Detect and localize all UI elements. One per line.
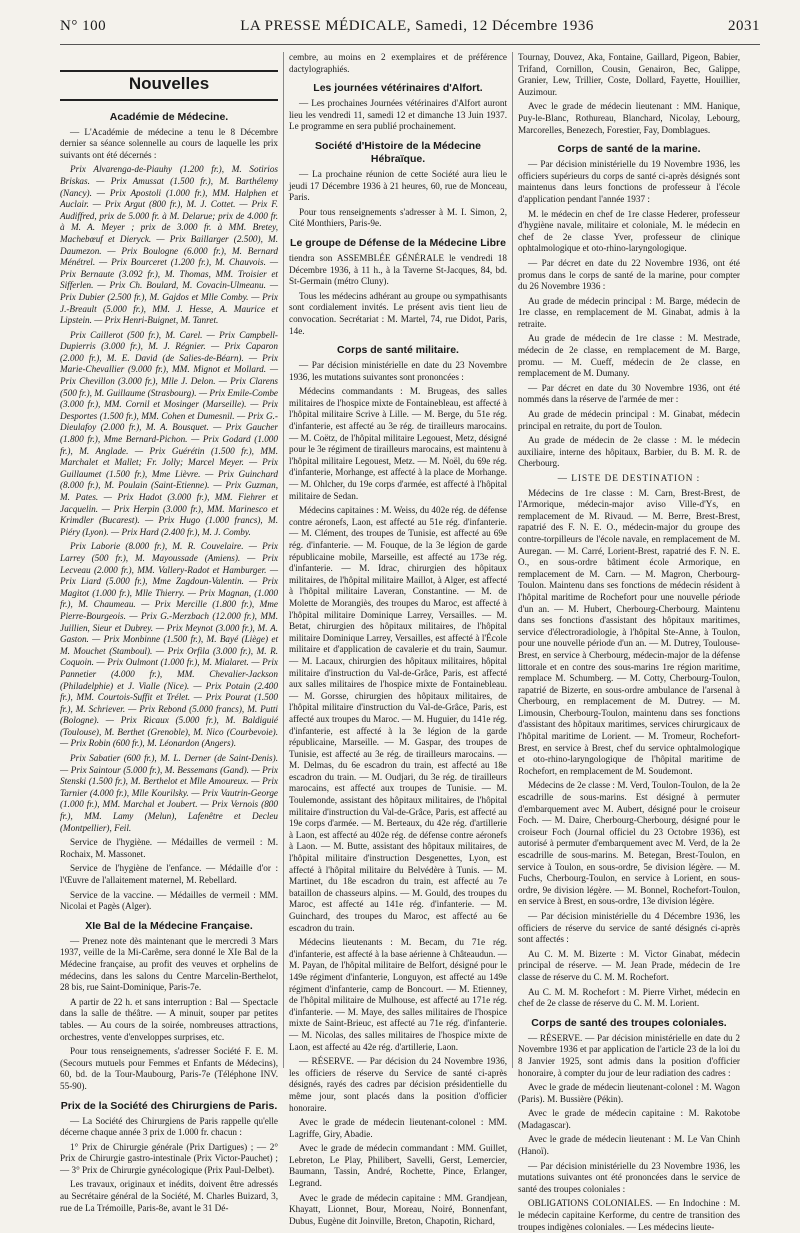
page-number: N° 100 <box>60 18 107 34</box>
article-paragraph: 1° Prix de Chirurgie générale (Prix Dartigues) ; — 2° Prix de Chirurgie gastro-intestinale (Prix Victor-Pauchet) ; — 3° Prix de Chirurgie gynécologique (Prix Paul-Delbet). <box>60 1141 278 1175</box>
article-paragraph: Service de la vaccine. — Médailles de vermeil : MM. Nicolai et Pagès (Alger). <box>60 889 278 912</box>
article-paragraph: Tous les médecins adhérant au groupe ou sympathisants sont cordialement invités. Le présent avis tient lieu de convocation. Secrétariat : M. Martel, 74, rue Didot, Paris, 14e. <box>289 290 507 336</box>
article-heading: Académie de Médecine. <box>109 110 229 123</box>
article-paragraph: A partir de 22 h. et sans interruption : Bal — Spectacle dans la salle de théâtre. — A minuit, souper par petites tables. — Au cours de la soirée, nombreuses attractions, orchestres, vente d'enveloppes surprises, etc. <box>60 996 278 1042</box>
article-paragraph: Avec le grade de médecin lieutenant-colonel : MM. Lagriffe, Giry, Abadie. <box>289 1117 507 1139</box>
article-paragraph: Médecins de 2e classe : M. Verd, Toulon-Toulon, de la 2e escadrille de sous-marins. Est désigné à permuter d'embarquement avec M. Aubert, désigné pour le croiseur Foch. — M. Daire, Cherbourg-Cherbourg, désigné pour le croiseur Foch (Journal officiel du 23 Octobre 1936), est autorisé à permuter d'embarquement avec M. Verd, de la 2e escadrille de sous-marins. M. Betegan, Brest-Toulon, en service à Toulon, en sous-ordre, 5e division légère. — M. Fuchs, Cherbourg-Toulon, en service à Lorient, en sous-ordre, 9e division légère. — M. Bonnel, Rochefort-Toulon, en service à Brest, en sous-ordre, 13e division légère. <box>518 780 740 907</box>
article-paragraph: Médecins capitaines : M. Weiss, du 402e rég. de défense contre aéronefs, Laon, est affecté au 51e rég. d'infanterie. — M. Clément, des troupes de Tunisie, est affecté au 69e rég. d'infanterie. — M. Fouque, de la 3e légion de garde républicaine mobile, Marseille, est affecté au 173e rég. d'infanterie. — M. Idrac, chirurgien des hôpitaux militaires, de l'hôpital militaire Maillot, à Alger, est affecté à l'hôpital militaire Laveran, Constantine. — M. de Molette de Morangiès, des troupes du Maroc, est affecté à l'hôpital militaire Dominique Larrey, Versailles. — M. Betat, chirurgien des hôpitaux militaires, de l'hôpital militaire Dominique Larrey, Versailles, est affecté à l'École militaire et d'application de cavalerie et du train, Saumur. — M. Lacaux, chirurgien des hôpitaux militaires, hôpital militaire d'instruction du Val-de-Grâce, Paris, est affecté aux salles militaires de l'hospice mixte de Fontainebleau. — M. Gorsse, chirurgien des hôpitaux militaires, de l'hôpital militaire d'instruction du Val-de-Grâce, Paris, est affecté aux troupes du Maroc. — M. Huguier, du 141e rég. d'infanterie, est affecté à la 3e légion de la garde républicaine, Marseille. — M. Gaspar, des troupes de Tunisie, est affecté au 3e rég. de tirailleurs marocains. — M. Delmas, du 6e escadron du train, est affecté au 18e escadron du train. — M. Oudjari, du 3e rég. de tirailleurs marocains, est affecté aux troupes de Tunisie. — M. Toulemonde, assistant des hôpitaux militaires, de l'hôpital militaire d'instruction du Val-de-Grâce, Paris, est affecté au 19e corps d'armée. — M. Berteaux, du 42e rég. d'artillerie à Laon, est affecté au 402e rég. de défense contre aéronefs à Laon. — M. Butte, assistant des hôpitaux militaires, de l'hôpital militaire d'instruction Desgenettes, Lyon, est affecté à l'hôpital militaire du Belvédère à Tunis. — M. Martinet, du 18e escadron du train, est affecté au 7e bataillon de chasseurs alpins. — M. Gould, des troupes du Maroc, est affecté au 141e rég. d'infanterie. — M. Guinchard, des troupes du Maroc, est affecté au 6e escadron du train. <box>289 505 507 933</box>
article-paragraph: Avec le grade de médecin lieutenant : MM. Hanique, Puy-le-Blanc, Rothureau, Blanchard, Nicolay, Lebourg, Marcorelles, Benezech, Forestier, Fay, Domblagues. <box>518 101 740 135</box>
article-paragraph: Prix Sabatier (600 fr.), M. L. Derner (de Saint-Denis). — Prix Saintour (5.000 fr.), M. Bessemans (Gand). — Prix Stenski (1.500 fr.), M. Berthelot et Mlle Amoureux. — Prix Tarnier (4.000 fr.), Mlle Kourilsky. — Prix Vautrin-George (1.000 fr.), MM. Marchal et Joubert. — Prix Vernois (800 fr.), MM. Lamy (Melun), Lafenêtre et Decleu (Montpellier), Feil. <box>60 753 278 833</box>
article-paragraph: Les travaux, originaux et inédits, doivent être adressés au Secrétaire général de la Société, M. Charles Buizard, 3, rue de La Trémoille, Paris-8e, avant le 31 Dé- <box>60 1179 278 1213</box>
article-paragraph: — Les prochaines Journées vétérinaires d'Alfort auront lieu les vendredi 11, samedi 12 et dimanche 13 Juin 1937. Le programme en sera publié prochainement. <box>289 98 507 132</box>
article-paragraph: Prix Caillerot (500 fr.), M. Carel. — Prix Campbell-Dupierris (3.000 fr.), M. J. Régnier. — Prix Caparon (2.000 fr.), M. E. David (de Salies-de-Béarn). — Prix Marie-Chevallier (9.000 fr.), MM. Mignot et Mollard. — Prix Chevillon (3.000 fr.), Mlle J. Delon. — Prix Clarens (500 fr.), M. Guillaume (Strasbourg). — Prix Emile-Combe (3.000 fr.), MM. Cornil et Mosinger (Marseille). — Prix Desportes (1.500 fr.), MM. Cohen et Dumesnil. — Prix G.-Dieulafoy (2.000 fr.), M. A. Bousquet. — Prix Gaucher (1.800 fr.), Mme Bernard-Pichon. — Prix Godard (1.000 fr.), M. Anglade. — Prix Guérétin (1.500 fr.), MM. Marchalet et Mallet; Fr. Jolly; Marcel Meyer. — Prix Guillaumet (1.500 fr.), Mme Lièvre. — Prix Guinchard (8.000 fr.), M. Poulain (Saint-Etienne). — Prix Guzman, M. Pates. — Prix Hadot (3.000 fr.), MM. Fiehrer et Jacquelin. — Prix Herpin (3.000 fr.), MM. Marinesco et Krimdler (Bucarest). — Prix Hugo (1.000 francs), M. Piéry (Lyon). — Prix Hard (2.400 fr.), M. J. Comby. <box>60 329 278 537</box>
column-1 <box>60 52 278 1213</box>
article-paragraph: Avec le grade de médecin commandant : MM. Guillet, Lebreton, Le Play, Philibert, Savelli, Gerst, Lemercier, Baumann, Tassin, André, Rochette, Pince, Erlanger, Legrand. <box>289 1143 507 1189</box>
article-paragraph: Pour tous renseignements, s'adresser Société F. E. M. (Secours mutuels pour Femmes et Enfants de Médecins), 60, bd. de la Tour-Maubourg, Paris-7e (Téléphone INV. 55-90). <box>60 1046 278 1091</box>
article-paragraph: Médecins de 1re classe : M. Carn, Brest-Brest, de l'Armorique, médecin-major aviso Ville-d'Ys, en remplacement de M. Rivaud. — M. Berre, Brest-Brest, rapatrié des F. N. E. O., médecin-major du groupe des contre-torpilleurs de l'école navale, en remplacement de M. Auregan. — M. Carré, Lorient-Brest, rapatrié des F. N. E. O., en sous-ordre bâtiment école Armorique, en remplacement de M. Carn. — M. Magron, Cherbourg-Toulon. Maintenu dans ses fonctions de médecin résident à l'hôpital maritime de Rochefort pour une nouvelle période d'un an. — M. Hubert, Cherbourg-Cherbourg. Maintenu dans ses fonctions d'assistant des hôpitaux maritimes, service d'électroradiologie, à l'hôpital Ste-Anne, à Toulon, pour une nouvelle période d'un an. — M. Dutrey, Toulouse-Brest, en service à Cherbourg, médecin-major de la défense littorale et en contre des sous-marins 1re région maritime, remplace M. Schumberg. — M. Cotty, Cherbourg-Toulon, rapatrié de Bizerte, en sous-ordre ambulance de l'arsenal à Cherbourg, en remplacement de M. Dutrey. — M. Limousin, Cherbourg-Toulon, maintenu dans ses fonctions d'assistant des hôpitaux maritimes, services chirurgicaux de l'hôpital maritime de Lorient. — M. Tromeur, Rochefort-Brest, en service à Brest, chef du service ophtalmologique et oto-rhino-laryngologique de l'hôpital maritime de Rochefort, en remplacement de M. Soudemont. <box>518 487 740 776</box>
column-3 <box>518 52 740 1232</box>
article-paragraph: tiendra son ASSEMBLÉE GÉNÉRALE le vendredi 18 Décembre 1936, à 11 h., à la Taverne St-Jacques, 84, bd. St-Germain (métro Cluny). <box>289 252 507 287</box>
article-paragraph: Au grade de médecin principal : M. Barge, médecin de 1re classe, en remplacement de M. Ginabat, admis à la retraite. <box>518 295 740 329</box>
article-paragraph: Avec le grade de médecin lieutenant-colonel : M. Wagon (Paris). M. Bussière (Pékin). <box>518 1082 740 1104</box>
article-paragraph: Au C. M. M. Bizerte : M. Victor Ginabat, médecin principal de réserve. — M. Jean Prade, médecin de 1re classe de réserve du C. M. M. Rochefort. <box>518 948 740 982</box>
article-paragraph: Tournay, Douvez, Aka, Fontaine, Gaillard, Pigeon, Babier, Trifand, Cornillon, Cousin, Genairon, Bec, Galippe, Granier, Lew, Trillier, Coste, Dollard, Fayette, Houillier, Auzimour. <box>518 52 740 97</box>
article-paragraph: — Par décision ministérielle en date du 23 Novembre 1936, les mutations suivantes sont prononcées : <box>289 360 507 382</box>
article-paragraph: — La Société des Chirurgiens de Paris rappelle qu'elle décerne chaque année 3 prix de 1.000 fr. chacun : <box>60 1115 278 1138</box>
article-paragraph: Au grade de médecin principal : M. Ginabat, médecin principal en retraite, du port de Toulon. <box>518 409 740 431</box>
article-paragraph: Avec le grade de médecin capitaine : M. Rakotobe (Madagascar). <box>518 1108 740 1130</box>
article-paragraph: — La prochaine réunion de cette Société aura lieu le jeudi 17 Décembre 1936 à 21 heures, 60, rue de Monceau, Paris. <box>289 168 507 203</box>
article-paragraph: — Par décret en date du 30 Novembre 1936, ont été nommés dans la réserve de l'armée de mer : <box>518 382 740 405</box>
column-2 <box>289 52 507 1226</box>
article-paragraph: — Par décision ministérielle du 23 Novembre 1936, les mutations suivantes ont été prononcées dans le service de santé des troupes coloniales : <box>518 1160 740 1194</box>
list-subheading: — LISTE DE DESTINATION : <box>557 473 701 483</box>
article-paragraph: — RÉSERVE. — Par décision ministérielle en date du 2 Novembre 1936 et par application de l'article 23 de la loi du 8 Janvier 1925, sont admis dans la position d'officier honoraire, à compter du jour de leur radiation des cadres : <box>518 1032 740 1078</box>
article-paragraph: cembre, au moins en 2 exemplaires et de préférence dactylographiés. <box>289 52 507 74</box>
article-paragraph: — L'Académie de médecine a tenu le 8 Décembre dernier sa séance solennelle au cours de laquelle les prix suivants ont été décernés : <box>60 126 278 160</box>
publication-title: LA PRESSE MÉDICALE, Samedi, 12 Décembre 1936 <box>240 18 594 34</box>
article-heading: Société d'Histoire de la Médecine Hébraïque. <box>315 139 481 165</box>
article-heading: Corps de santé des troupes coloniales. <box>531 1016 727 1029</box>
section-header <box>60 70 278 101</box>
column-divider <box>283 52 284 1068</box>
article-heading: Prix de la Société des Chirurgiens de Paris. <box>60 1099 278 1112</box>
article-paragraph: Pour tous renseignements s'adresser à M. I. Simon, 2, Cité Monthiers, Paris-9e. <box>289 206 507 229</box>
page-reference: 2031 <box>728 18 760 34</box>
article-paragraph: OBLIGATIONS COLONIALES. — En Indochine : M. le médecin capitaine Kerforme, du centre de transition des troupes indigènes coloniales. — Les médecins lieute- <box>518 1198 740 1232</box>
article-paragraph: M. le médecin en chef de 1re classe Hederer, professeur d'hygiène navale, militaire et coloniale, M. le médecin en chef de 2e classe Yver, professeur de clinique ophtalmologique et oto-rhino-laryngologique. <box>518 208 740 254</box>
article-heading: Les journées vétérinaires d'Alfort. <box>313 82 483 95</box>
article-paragraph: Prix Alvarenga-de-Piauhy (1.200 fr.), M. Sotirios Briskas. — Prix Amussat (1.500 fr.), M. Barthélemy (Nancy). — Prix Apostoli (1.000 fr.), MM. Halphen et Auclair. — Prix Argut (800 fr.), M. J. Cottet. — Prix F. Audiffred, prix de 5.000 fr. à M. Delarue; prix de 4.000 fr. à M. A. Meyer ; prix de 3.000 fr. à MM. Bretey, Machebœuf et Dieryck. — Prix Baillarger (2.500), M. Daumezon. — Prix Boulogne (6.000 fr.), M. Bernard Ménétrel. — Prix Bourceret (1.200 fr.), M. Chauvois. — Prix Bernaute (3.092 fr.), M. Thomas, MM. Troisier et Sifferlen. — Prix Ch. Boulard, M. Covacin-Ulmeanu. — Prix Dubier (2.500 fr.), M. Gajdos et Mlle Comby. — Prix J.-Breault (5.000 fr.), MM. J. Hesse, A. Maurice et Lipstein. — Prix Henri-Buignet, M. Tanret. <box>60 164 278 326</box>
article-paragraph: Service de l'hygiène. — Médailles de vermeil : M. Rochaix, M. Massonet. <box>60 837 278 859</box>
article-paragraph: Au grade de médecin de 2e classe : M. le médecin auxiliaire, interne des hôpitaux, Barbier, du B. M. R. de Cherbourg. <box>518 435 740 469</box>
page-header <box>60 18 760 40</box>
header-rule <box>60 44 760 45</box>
article-paragraph: — Par décret en date du 22 Novembre 1936, ont été promus dans le corps de santé de la marine, pour compter du 26 Novembre 1936 : <box>518 257 740 292</box>
article-paragraph: — Par décision ministérielle du 4 Décembre 1936, les officiers de réserve du service de santé désignés ci-après sont affectés : <box>518 910 740 945</box>
section-title: Nouvelles <box>128 74 210 93</box>
article-paragraph: Service de l'hygiène de l'enfance. — Médaille d'or : l'Œuvre de l'allaitement maternel, M. Rebellard. <box>60 863 278 885</box>
article-paragraph: Médecins commandants : M. Brugeas, des salles militaires de l'hospice mixte de Fontainebleau, est affecté à l'hôpital militaire Scrive à Lille. — M. Berge, du 51e rég. d'infanterie, est affecté au 3e rég. de tirailleurs marocains. — M. Coëtz, de l'hôpital militaire Legouest, Metz, désigné pour le 3e régiment de tirailleurs marocains, est maintenu à l'hôpital militaire Legouest, Metz. — M. Noël, du 69e rég. d'infanterie, Morhange, est affecté à la place de Morhange. — M. Ohlcher, du 19e corps d'armée, est affecté à l'hôpital militaire de Sedan. <box>289 386 507 501</box>
article-paragraph: Prix Laborie (8.000 fr.), M. R. Couvelaire. — Prix Larrey (500 fr.), M. Mayoussade (Amiens). — Prix Lecveau (2.000 fr.), MM. Vallery-Radot et Hamburger. — Prix Liard (5.000 fr.), Mme Zagdoun-Valentin. — Prix Magitot (1.000 fr.), Mlle Thierry. — Prix Magnan, (1.000 fr.), M. Chaumeau. — Prix Mercille (1.800 fr.), Mme Pierre-Bourgeois. — Prix G.-Merzbach (12.000 fr.), MM. Juillien, Sieur et Dubrey. — Prix Meynot (3.000 fr.), M. A. Gaston. — Prix Monbinne (1.500 fr.), M. Bayé (Liège) et M. Mouchet (Stamboul). — Prix Orfila (3.000 fr.), M. R. Coquoin. — Prix Oulmont (1.000 fr.), M. Mialaret. — Prix Pannetier (4.000 fr.), MM. Chevalier-Jackson (Philadelphie) et J. Vialle (Nice). — Prix Potain (2.400 fr.), MM. Courtois-Suffit et Trélet. — Prix Pourat (1.500 fr.), M. Schriever. — Prix Rebond (5.000 francs), M. Putti (Bologne). — Prix Ricaux (5.000 fr.), M. Baldiguié (Toulouse), M. Berthet (Grenoble), M. Nico (Courbevoie). — Prix Robin (600 fr.), M. Léonardon (Angers). <box>60 541 278 749</box>
article-heading: Corps de santé de la marine. <box>557 143 701 156</box>
article-heading: XIe Bal de la Médecine Française. <box>85 919 253 932</box>
article-heading: Corps de santé militaire. <box>337 344 459 357</box>
article-heading: Le groupe de Défense de la Médecine Libre <box>290 236 506 249</box>
column-divider <box>512 52 513 1068</box>
article-paragraph: Avec le grade de médecin capitaine : MM. Grandjean, Khayatt, Lionnet, Bour, Moreau, Noiré, Bonnenfant, Dubus, Eugène dit Joinville, Breton, Chapotin, Richard, <box>289 1192 507 1226</box>
article-paragraph: Au C. M. M. Rochefort : M. Pierre Virhet, médecin en chef de 2e classe de réserve du C. M. M. Lorient. <box>518 986 740 1009</box>
article-paragraph: Avec le grade de médecin lieutenant : M. Le Van Chinh (Hanoï). <box>518 1134 740 1157</box>
article-paragraph: — Par décision ministérielle du 19 Novembre 1936, les officiers supérieurs du corps de santé ci-après désignés sont maintenus dans leurs fonctions de professeur à l'école d'application pendant l'année 1937 : <box>518 159 740 204</box>
article-paragraph: — Prenez note dès maintenant que le mercredi 3 Mars 1937, veille de la Mi-Carême, sera donné le XIe Bal de la Médecine française, au profit des veuves et orphelins de médecins, dans les salons du Centre Marcelin-Berthelot, 28 bis, rue Saint-Dominique, Paris-7e. <box>60 935 278 993</box>
article-paragraph: Médecins lieutenants : M. Becam, du 71e rég. d'infanterie, est affecté à la base aérienne à Châteaudun. — M. Payan, de l'hôpital militaire de Belfort, désigné pour le 149e régiment d'infanterie, Longuyon, est affecté au 149e régiment d'infanterie, camp de Boncourt. — M. Etienney, de l'hôpital militaire de Mulhouse, est affecté au 171e rég. d'infanterie. — M. Maye, des salles militaires de l'hospice mixte de Saint-Brieuc, est affecté au 71e rég. d'infanterie. — M. Nicolas, des salles militaires de l'hospice mixte de Laon, est affecté au 42e rég. d'artillerie, Laon. <box>289 937 507 1052</box>
article-paragraph: Au grade de médecin de 1re classe : M. Mestrade, médecin de 2e classe, en remplacement de M. Barge, promu. — M. Cueff, médecin de 2e classe, en remplacement de M. Dumany. <box>518 333 740 379</box>
article-paragraph: — RÉSERVE. — Par décision du 24 Novembre 1936, les officiers de réserve du Service de santé ci-après désignés, rayés des cadres par décision présidentielle du même jour, sont placés dans la position d'officier honoraire. <box>289 1056 507 1113</box>
